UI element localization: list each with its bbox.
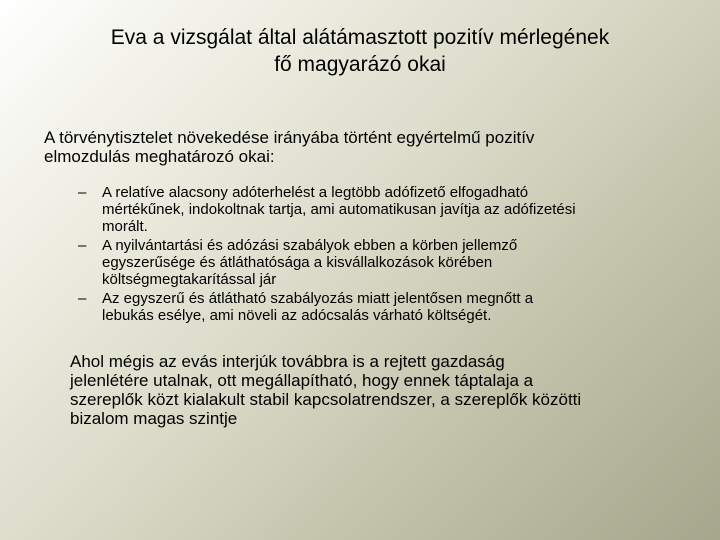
slide-title bbox=[30, 24, 690, 78]
closing-line-2: jelenlétére utalnak, ott megállapítható, hogy ennek táptalaja a bbox=[70, 371, 534, 390]
sub-point-2-line-2: egyszerűsége és átláthatósága a kisvállalkozások körében bbox=[102, 254, 493, 271]
closing-line-3: szereplők közt kialakult stabil kapcsolatrendszer, a szereplők közötti bbox=[70, 390, 582, 409]
sub-point-2-line-3: költségmegtakarítással jár bbox=[102, 271, 277, 288]
sub-point-1-line-1: A relatíve alacsony adóterhelést a legtöbb adófizető elfogadható bbox=[102, 184, 529, 201]
sub-point-1-line-3: morált. bbox=[102, 218, 148, 235]
slide-title-line-2: fő magyarázó okai bbox=[274, 53, 446, 76]
closing-paragraph bbox=[44, 352, 670, 428]
closing-line-1: Ahol mégis az evás interjúk továbbra is a rejtett gazdaság bbox=[70, 352, 505, 371]
sub-point-3-line-2: lebukás esélye, ami növeli az adócsalás várható költségét. bbox=[102, 307, 492, 324]
sub-point-3-line-1: Az egyszerű és átlátható szabályozás miatt jelentősen megnőtt a bbox=[102, 290, 534, 307]
main-point bbox=[44, 128, 710, 166]
dash-bullet-3: – bbox=[78, 290, 87, 307]
sub-point-2 bbox=[44, 237, 632, 288]
closing-line-4: bizalom magas szintje bbox=[70, 409, 238, 428]
sub-point-3 bbox=[44, 290, 632, 324]
sub-point-2-line-1: A nyilvántartási és adózási szabályok ebben a körben jellemző bbox=[102, 237, 518, 254]
main-point-line-2: elmozdulás meghatározó okai: bbox=[44, 147, 275, 166]
sub-point-1-line-2: mértékűnek, indokoltnak tartja, ami automatikusan javítja az adófizetési bbox=[102, 201, 576, 218]
dash-bullet-1: – bbox=[78, 184, 87, 201]
sub-point-1 bbox=[44, 184, 632, 235]
main-point-line-1: A törvénytisztelet növekedése irányába történt egyértelmű pozitív bbox=[44, 128, 535, 147]
dash-bullet-2: – bbox=[78, 237, 87, 254]
slide-title-line-1: Eva a vizsgálat által alátámasztott pozitív mérlegének bbox=[110, 26, 610, 49]
slide-content bbox=[44, 128, 684, 428]
sub-point-list bbox=[44, 184, 684, 324]
